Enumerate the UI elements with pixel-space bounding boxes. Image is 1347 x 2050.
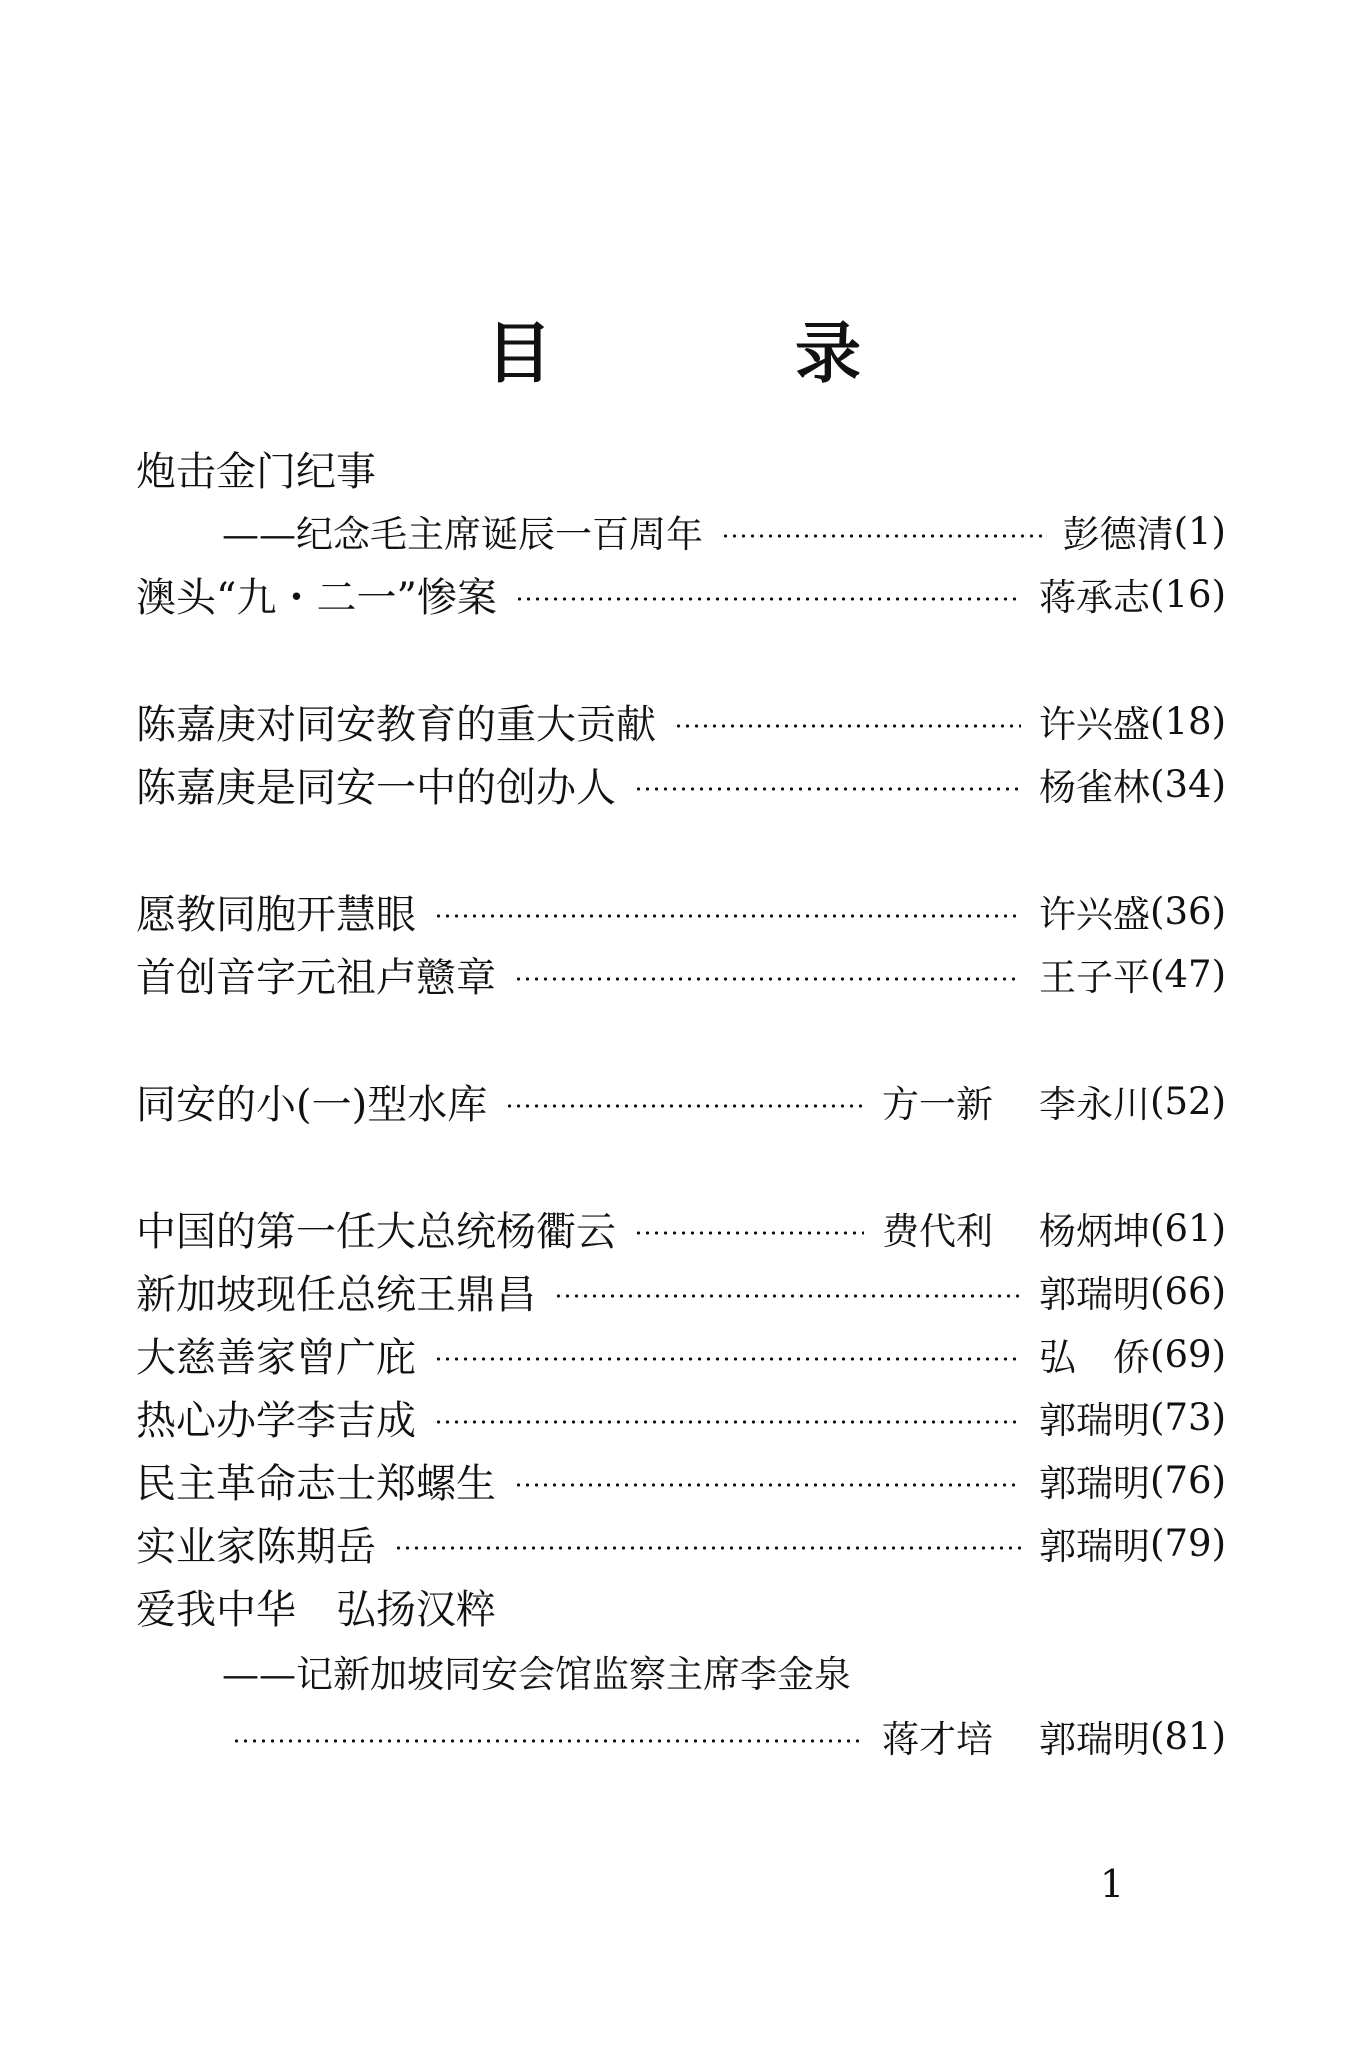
toc-entry: [136, 946, 1226, 1002]
entry-page: (52): [1150, 1079, 1226, 1123]
toc-entry: [222, 503, 1226, 559]
page-title: 目 录: [486, 315, 971, 392]
dot-leader: [232, 1739, 864, 1743]
toc-entry: [222, 1643, 1226, 1699]
entry-page: (79): [1150, 1521, 1226, 1565]
dot-leader: [634, 1231, 864, 1235]
entry-author: 杨雀林: [1039, 766, 1151, 809]
entry-coauthor: 费代利: [882, 1210, 994, 1253]
entry-page: (18): [1150, 699, 1226, 743]
entry-page: (34): [1150, 762, 1226, 806]
dot-leader: [434, 914, 1021, 918]
entry-page: (36): [1150, 889, 1226, 933]
toc-entry: [136, 1200, 1226, 1256]
entry-title: 澳头“九・二一”惨案: [136, 574, 497, 621]
dot-leader: [721, 534, 1045, 538]
toc-entry: [136, 1326, 1226, 1382]
dot-leader: [394, 1546, 1021, 1550]
dot-leader: [434, 1420, 1021, 1424]
entry-author: 郭瑞明: [1039, 1525, 1151, 1568]
entry-author: 郭瑞明: [1039, 1462, 1151, 1505]
entry-author: 杨炳坤: [1039, 1210, 1151, 1253]
entry-author: 郭瑞明: [1039, 1718, 1151, 1761]
entry-page: (81): [1150, 1714, 1226, 1758]
entry-title: 炮击金门纪事: [136, 448, 376, 495]
entry-title: 热心办学李吉成: [136, 1397, 416, 1444]
toc-entry: [136, 1263, 1226, 1319]
toc-entry: [136, 756, 1226, 812]
dot-leader: [554, 1294, 1021, 1298]
toc-entry: [136, 1452, 1226, 1508]
entry-page: (73): [1150, 1395, 1226, 1439]
dot-leader: [505, 1104, 864, 1108]
entry-author: 李永川: [1039, 1083, 1151, 1126]
dot-leader: [634, 787, 1021, 791]
toc-entry: [136, 440, 1226, 496]
entry-title: 首创音字元祖卢戆章: [136, 954, 496, 1001]
entry-coauthor: 方一新: [882, 1083, 994, 1126]
toc-entry: [136, 1389, 1226, 1445]
entry-coauthor: 蒋才培: [882, 1718, 994, 1761]
entry-author: 许兴盛: [1039, 893, 1151, 936]
entry-title: 中国的第一任大总统杨衢云: [136, 1208, 616, 1255]
entry-page: (1): [1173, 509, 1226, 553]
entry-page: (76): [1150, 1458, 1226, 1502]
dot-leader: [514, 1483, 1021, 1487]
entry-title: 陈嘉庚是同安一中的创办人: [136, 764, 616, 811]
toc-entry: [136, 883, 1226, 939]
entry-title: 愿教同胞开慧眼: [136, 891, 416, 938]
entry-page: (61): [1150, 1206, 1226, 1250]
entry-author: 王子平: [1039, 956, 1151, 999]
entry-page: (66): [1150, 1269, 1226, 1313]
entry-title: 民主革命志士郑螺生: [136, 1460, 496, 1507]
entry-author: 蒋承志: [1039, 576, 1151, 619]
entry-author: 弘 侨: [1039, 1336, 1151, 1379]
entry-title: 大慈善家曾广庇: [136, 1334, 416, 1381]
entry-title: 陈嘉庚对同安教育的重大贡献: [136, 701, 656, 748]
toc-entry: [136, 1073, 1226, 1129]
toc-entry: [136, 693, 1226, 749]
dot-leader: [515, 597, 1021, 601]
dot-leader: [434, 1357, 1021, 1361]
page-number: 1: [1100, 1862, 1125, 1906]
entry-author: 彭德清: [1062, 513, 1174, 556]
toc-entry: [136, 1515, 1226, 1571]
entry-subtitle: ——记新加坡同安会馆监察主席李金泉: [222, 1653, 851, 1696]
entry-author: 郭瑞明: [1039, 1399, 1151, 1442]
dot-leader: [674, 724, 1021, 728]
entry-subtitle: ——纪念毛主席诞辰一百周年: [222, 513, 703, 556]
entry-title: 新加坡现任总统王鼎昌: [136, 1271, 536, 1318]
entry-title: 同安的小(一)型水库: [136, 1081, 488, 1128]
entry-title: 实业家陈期岳: [136, 1523, 376, 1570]
entry-page: (69): [1150, 1332, 1226, 1376]
dot-leader: [514, 977, 1021, 981]
entry-title: 爱我中华 弘扬汉粹: [136, 1586, 496, 1633]
entry-page: (47): [1150, 952, 1226, 996]
toc-entry: [136, 1578, 1226, 1634]
entry-page: (16): [1150, 572, 1226, 616]
toc-entry: [136, 566, 1226, 622]
entry-author: 郭瑞明: [1039, 1273, 1151, 1316]
entry-author: 许兴盛: [1039, 703, 1151, 746]
toc-entry: [232, 1708, 1226, 1764]
